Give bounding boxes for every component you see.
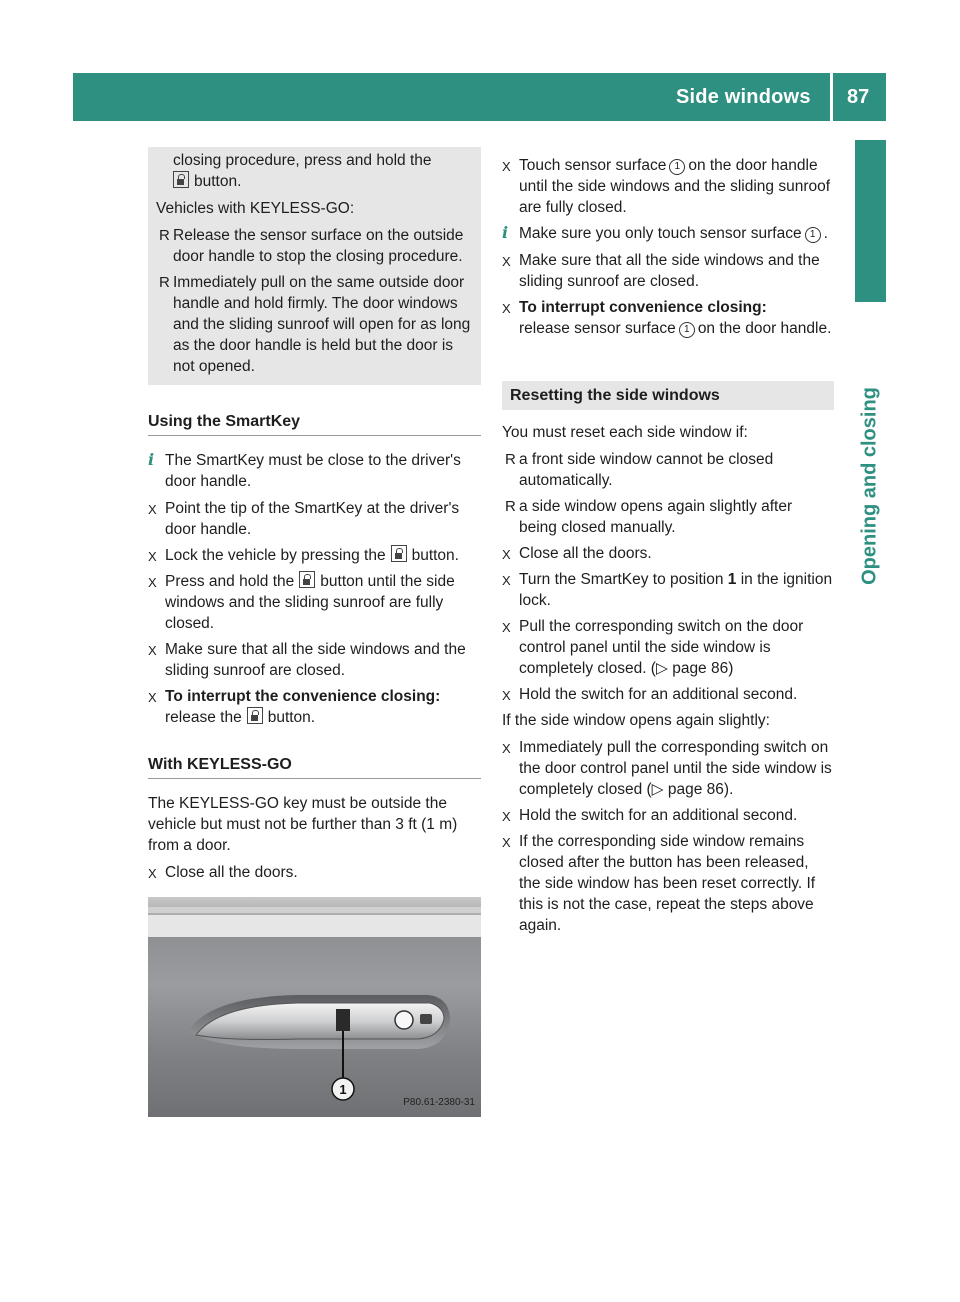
lock-icon (173, 171, 189, 188)
callout-1-icon: 1 (805, 227, 821, 243)
door-handle-image (148, 897, 481, 1117)
step-arrow-icon: X (502, 547, 511, 562)
continued-box (148, 147, 481, 385)
step-arrow-icon: X (148, 575, 157, 590)
lock-sensor (395, 1011, 413, 1029)
step-item: X Make sure that all the side windows and the sliding sunroof are closed. (502, 252, 820, 290)
reset-intro: You must reset each side window if: (502, 424, 748, 441)
step-arrow-icon: X (148, 690, 157, 705)
list-item: R Immediately pull on the same outside door handle and hold firmly. The door windows and the sliding sunroof will open for as long as the door handle is held but the door is not opened. (159, 274, 471, 375)
step-arrow-icon: X (502, 159, 511, 174)
list-item: R a front side window cannot be closed automatically. (505, 451, 774, 489)
step-item: X Close all the doors. (148, 862, 481, 883)
step-item: X Touch sensor surface 1 on the door handle until the side windows and the sliding sunroof are fully closed. (502, 157, 831, 216)
figure-code: P80.61-2380-31 (403, 1097, 475, 1108)
step-item: X Turn the SmartKey to position 1 in the ignition lock. (502, 571, 833, 609)
page-number: 87 (847, 86, 870, 108)
step-arrow-icon: X (148, 643, 157, 658)
step-arrow-icon: X (502, 573, 511, 588)
info-icon: i (148, 450, 155, 469)
info-note: i The SmartKey must be close to the driver's door handle. (148, 450, 461, 490)
step-arrow-icon: X (148, 549, 157, 564)
step-arrow-icon: X (148, 502, 157, 517)
callout-1-icon: 1 (669, 159, 685, 175)
callout-1-icon: 1 (679, 322, 695, 338)
info-icon: i (502, 223, 509, 242)
step-item: X Press and hold the button until the side windows and the sliding sunroof are fully closed. (148, 573, 455, 632)
box-subheading: Vehicles with KEYLESS-GO: (156, 200, 355, 217)
step-item: X Point the tip of the SmartKey at the driver's door handle. (148, 500, 460, 538)
step-item: X Make sure that all the side windows and the sliding sunroof are closed. (148, 641, 466, 679)
step-item: X Hold the switch for an additional second. (502, 684, 834, 705)
step-item: X Immediately pull the corresponding switch on the door control panel until the side window is completely closed (▷ page 86). (502, 739, 832, 798)
step-item: X To interrupt convenience closing: release sensor surface 1 on the door handle. (502, 299, 832, 337)
list-item: R a side window opens again slightly after being closed manually. (505, 498, 793, 536)
step-arrow-icon: X (502, 688, 511, 703)
handle-button (420, 1014, 432, 1024)
box-text: closing procedure, press and hold the button. (173, 152, 432, 190)
section-label: Opening and closing (858, 387, 881, 585)
step-item: X Pull the corresponding switch on the door control panel until the side window is completely closed. (▷ page 86) (502, 618, 804, 677)
step-arrow-icon: X (502, 835, 511, 850)
step-item: X To interrupt the convenience closing: release the button. (148, 688, 441, 726)
step-item: X If the corresponding side window remains closed after the button has been released, the side window has been reset correctly. If this is not the case, repeat the steps above again. (502, 833, 816, 934)
lock-icon (299, 571, 315, 588)
step-arrow-icon: X (502, 620, 511, 635)
callout-number: 1 (339, 1082, 347, 1097)
section-heading-smartkey: Using the SmartKey (148, 405, 481, 436)
lock-icon (391, 545, 407, 562)
keyless-paragraph: The KEYLESS-GO key must be outside the vehicle but must not be further than 3 ft (1 m) from a door. (148, 795, 458, 854)
step-arrow-icon: X (502, 809, 511, 824)
step-arrow-icon: X (502, 254, 511, 269)
page-title: Side windows (676, 86, 811, 108)
lock-icon (247, 707, 263, 724)
door-handle-figure (148, 897, 481, 1117)
header-divider (830, 73, 833, 121)
info-note: i Make sure you only touch sensor surface 1 . (502, 223, 828, 242)
section-heading-keyless: With KEYLESS-GO (148, 748, 481, 779)
step-arrow-icon: X (148, 866, 157, 881)
sensor-surface (336, 1009, 350, 1031)
reset-condition: If the side window opens again slightly: (502, 712, 770, 729)
step-item: X Hold the switch for an additional second. (502, 805, 834, 826)
right-column (502, 155, 834, 941)
step-item: X Lock the vehicle by pressing the button. (148, 545, 481, 566)
section-tab (855, 140, 886, 302)
list-item: R Release the sensor surface on the outside door handle to stop the closing procedure. (159, 227, 464, 265)
left-column (148, 152, 481, 1117)
step-arrow-icon: X (502, 301, 511, 316)
section-heading-reset: Resetting the side windows (502, 381, 834, 410)
step-item: X Close all the doors. (502, 543, 834, 564)
step-arrow-icon: X (502, 741, 511, 756)
